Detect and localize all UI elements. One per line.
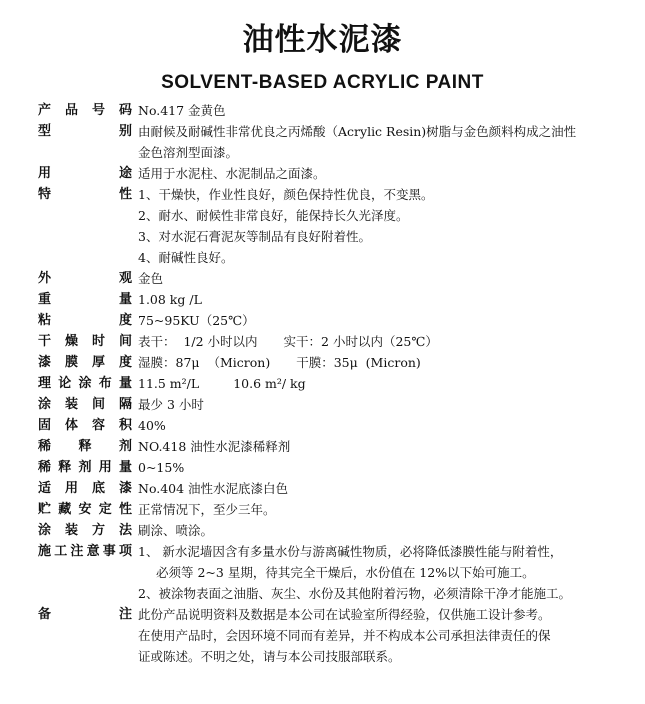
precaution-item: 2、被涂物表面之油脂、灰尘、水份及其他附着污物，必须清除干净才能施工。 xyxy=(138,586,571,601)
spec-row-appearance xyxy=(0,268,645,289)
spec-value: 75~95KU（25℃） xyxy=(138,313,255,328)
spec-row-thinner-amount xyxy=(0,457,645,478)
spec-value: 金色 xyxy=(138,271,164,286)
spec-row-remarks xyxy=(0,604,645,667)
spec-label: 理论涂布量 xyxy=(38,376,132,391)
spec-label: 型别 xyxy=(38,124,132,139)
precaution-item: 1、 新水泥墙因含有多量水份与游离碱性物质，必将降低漆膜性能与附着性， xyxy=(138,544,563,559)
spec-label: 产品号码 xyxy=(38,103,132,118)
title-chinese: 油性水泥漆 xyxy=(242,22,403,58)
spec-row-weight xyxy=(0,289,645,310)
spec-row-type xyxy=(0,121,645,163)
spec-row-recoat-interval xyxy=(0,394,645,415)
feature-item: 3、对水泥石膏泥灰等制品有良好附着性。 xyxy=(138,229,371,244)
spec-label: 稀释剂用量 xyxy=(38,460,132,475)
spec-value-line: 由耐候及耐碱性非常优良之丙烯酸（Acrylic Resin)树脂与金色颜料构成之油性 xyxy=(138,124,577,139)
wet-film-value: 湿膜：87μ （Micron) xyxy=(138,355,271,370)
spec-row-solids-volume xyxy=(0,415,645,436)
spec-value: 40% xyxy=(138,418,166,433)
spec-value: No.417 金黄色 xyxy=(138,103,226,118)
spec-row-storage xyxy=(0,499,645,520)
precaution-item-continued: 必须等 2~3 星期，待其完全干燥后，水份值在 12%以下始可施工。 xyxy=(156,565,535,580)
feature-item: 4、耐碱性良好。 xyxy=(138,250,234,265)
spec-row-film-thickness xyxy=(0,352,645,373)
spec-value: No.404 油性水泥底漆白色 xyxy=(138,481,289,496)
spec-value: 正常情况下，至少三年。 xyxy=(138,502,276,517)
spec-label: 涂装间隔 xyxy=(38,397,132,412)
spec-value: 最少 3 小时 xyxy=(138,397,204,412)
coverage-per-kg: 10.6 m²/ kg xyxy=(233,376,306,391)
spec-label: 备注 xyxy=(38,607,132,622)
spec-label: 干燥时间 xyxy=(38,334,132,349)
spec-value: 1.08 kg /L xyxy=(138,292,202,307)
spec-value: 适用于水泥柱、水泥制品之面漆。 xyxy=(138,166,326,181)
spec-label: 外观 xyxy=(38,271,132,286)
spec-value: 刷涂、喷涂。 xyxy=(138,523,214,538)
spec-row-precautions xyxy=(0,541,645,604)
spec-row-drying-time xyxy=(0,331,645,352)
spec-row-product-no xyxy=(0,100,645,121)
spec-row-application-method xyxy=(0,520,645,541)
spec-row-features xyxy=(0,184,645,268)
spec-label: 固体容积 xyxy=(38,418,132,433)
remark-line: 证或陈述。不明之处，请与本公司技服部联系。 xyxy=(138,649,401,664)
coverage-per-liter: 11.5 m²/L xyxy=(138,376,200,391)
spec-table xyxy=(0,100,645,667)
spec-row-coverage xyxy=(0,373,645,394)
spec-label: 用途 xyxy=(38,166,132,181)
spec-label: 粘度 xyxy=(38,313,132,328)
spec-row-usage xyxy=(0,163,645,184)
spec-row-primer xyxy=(0,478,645,499)
title-english: SOLVENT-BASED ACRYLIC PAINT xyxy=(161,72,484,93)
spec-row-thinner xyxy=(0,436,645,457)
spec-label: 涂装方法 xyxy=(38,523,132,538)
spec-label: 重量 xyxy=(38,292,132,307)
feature-item: 1、干燥快，作业性良好，颜色保持性优良，不变黑。 xyxy=(138,187,434,202)
dry-film-value: 干膜：35μ (Micron) xyxy=(296,355,421,370)
spec-label: 特性 xyxy=(38,187,132,202)
hard-dry-value: 实干：2 小时以内（25℃） xyxy=(283,334,438,349)
spec-label: 施工注意事项 xyxy=(38,544,132,559)
remark-line: 此份产品说明资料及数据是本公司在试验室所得经验，仅供施工设计参考。 xyxy=(138,607,551,622)
spec-value: 0~15% xyxy=(138,460,185,475)
surface-dry-value: 表干： 1/2 小时以内 xyxy=(138,334,258,349)
remark-line: 在使用产品时，会因环境不同而有差异，并不构成本公司承担法律责任的保 xyxy=(138,628,551,643)
spec-row-viscosity xyxy=(0,310,645,331)
spec-value: NO.418 油性水泥漆稀释剂 xyxy=(138,439,291,454)
spec-label: 贮藏安定性 xyxy=(38,502,132,517)
feature-item: 2、耐水、耐候性非常良好，能保持长久光泽度。 xyxy=(138,208,409,223)
spec-value-line: 金色溶剂型面漆。 xyxy=(138,145,239,160)
spec-label: 稀释剂 xyxy=(38,439,132,454)
spec-label: 漆膜厚度 xyxy=(38,355,132,370)
spec-label: 适用底漆 xyxy=(38,481,132,496)
